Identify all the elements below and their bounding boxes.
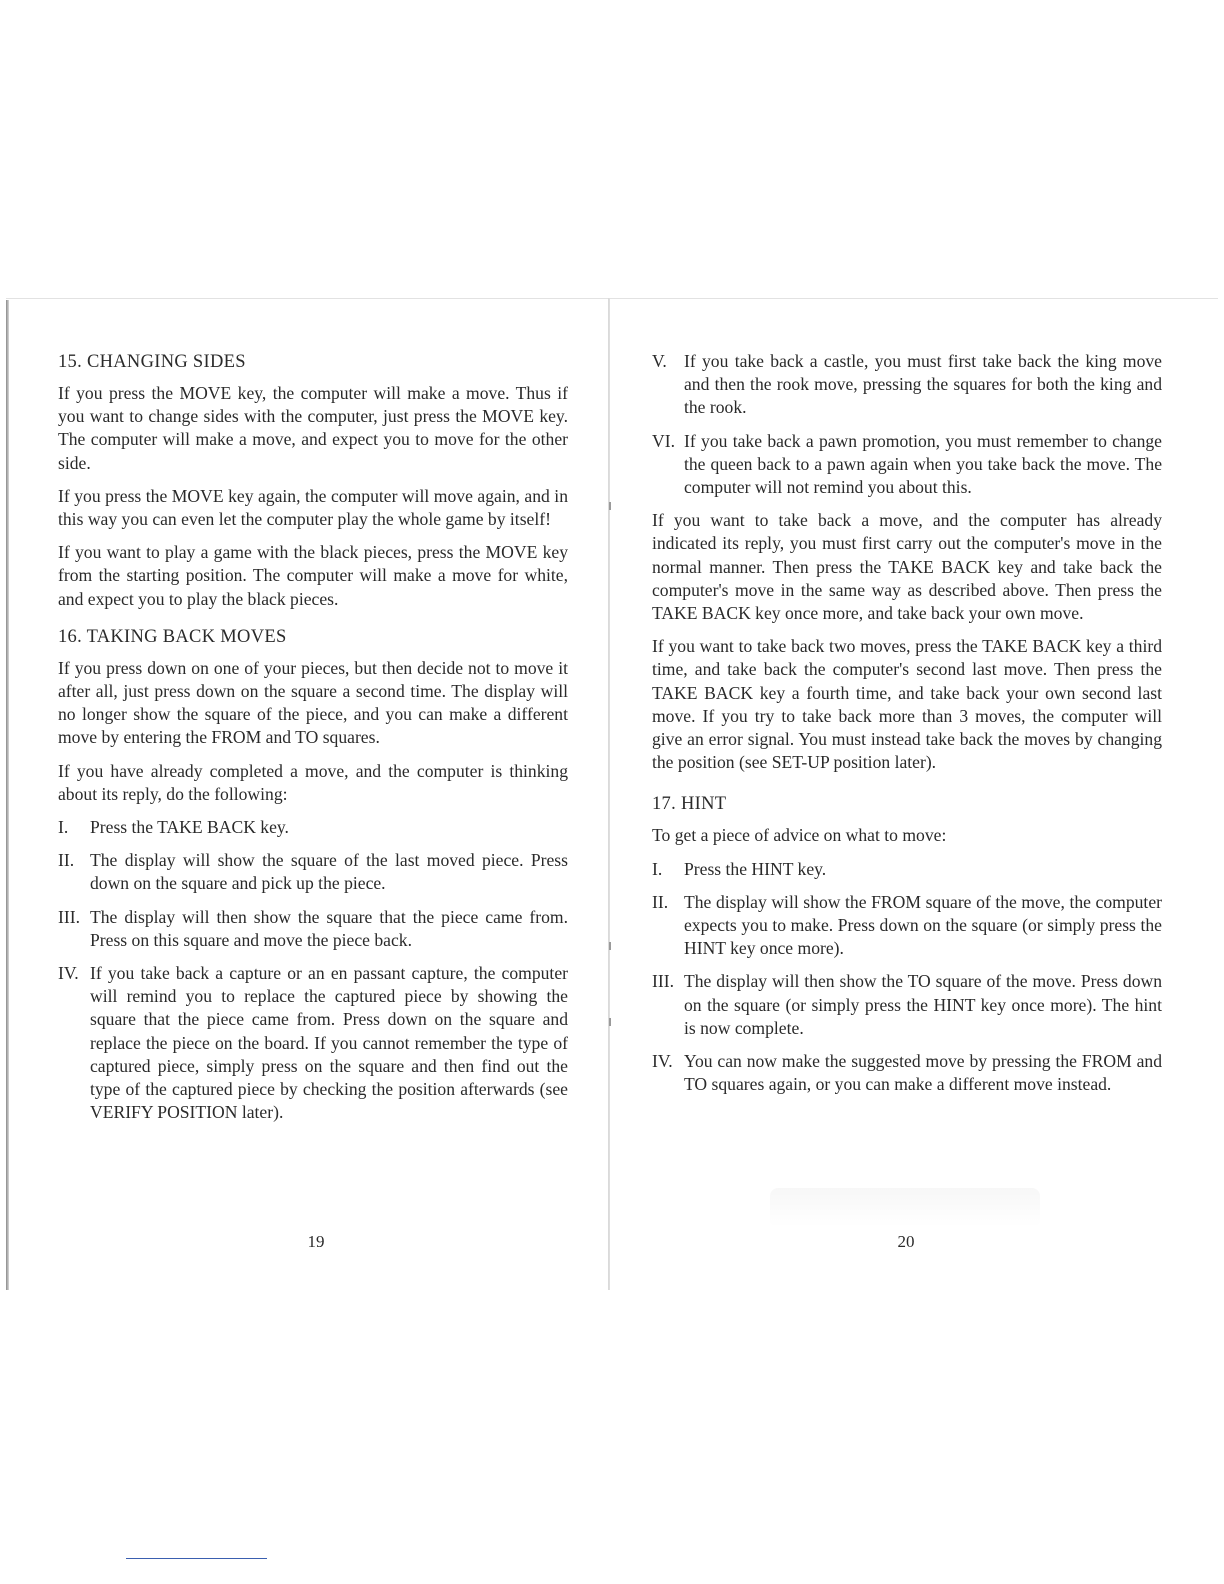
list-item — [652, 891, 1162, 961]
list-item — [58, 906, 568, 952]
list-item — [58, 962, 568, 1124]
list-item — [652, 970, 1162, 1040]
list-item-number: V. — [652, 351, 667, 371]
gutter-mark — [609, 502, 611, 510]
section-title: 17. HINT — [652, 794, 727, 815]
page-number: 20 — [897, 1232, 915, 1251]
list-item-text: Press the TAKE BACK key. — [90, 817, 289, 838]
list-item-text: If you take back a pawn promotion, you must remember to change the queen back to a pawn again when you take back the move. The computer will not remind you about this. — [684, 430, 1162, 498]
paragraph: If you want to take back a move, and the computer has already indicated its reply, you must first carry out the computer's move in the normal manner. Then press the TAKE BACK key and take back the computer's move in the same way as described above. Then press the TAKE BACK key once more, and take back your own move. — [652, 510, 1162, 624]
section-taking-back-moves — [58, 625, 568, 1125]
paragraph: If you press the MOVE key, the computer will make a move. Thus if you want to change sides with the computer, just press the MOVE key. The computer will make a move, and expect you to move for the other side. — [58, 383, 568, 473]
paragraph: If you press the MOVE key again, the computer will move again, and in this way you can even let the computer play the whole game by itself! — [58, 485, 568, 530]
paragraph: If you press down on one of your pieces, but then decide not to move it after all, just press down on the square a second time. The display will no longer show the square of the piece, and you can make a different move by entering the FROM and TO squares. — [58, 657, 568, 748]
list-item — [652, 430, 1162, 500]
list-item-text: You can now make the suggested move by pressing the FROM and TO squares again, or you can make a different move instead. — [684, 1051, 1162, 1095]
section-changing-sides — [58, 350, 568, 611]
list-item-number: IV. — [58, 963, 79, 984]
paragraph: If you have already completed a move, and the computer is thinking about its reply, do the following: — [58, 760, 568, 804]
list-item-number: I. — [652, 858, 663, 879]
list-item-text: The display will then show the TO square of the move. Press down on the square (or simply press the HINT key once more). The hint is now complete. — [684, 971, 1162, 1038]
section-title: 15. CHANGING SIDES — [58, 352, 246, 372]
bleed-through-smudge — [770, 1188, 1040, 1228]
list-item-number: VI. — [652, 430, 675, 451]
list-item-text: If you take back a capture or an en passant capture, the computer will remind you to replace the captured piece by showing the square that the piece came from. Press down on the square and replace the piece on the board. If you cannot remember the type of captured piece, simply press on the square and then find out the type of the captured piece by checking the position afterwards (see VERIFY POSITION later). — [90, 963, 568, 1123]
list-item-number: II. — [58, 850, 75, 871]
page-number: 19 — [307, 1232, 325, 1251]
left-page — [58, 350, 568, 1134]
list-item-number: II. — [652, 891, 669, 912]
gutter-mark — [609, 1018, 611, 1026]
list-item — [652, 350, 1162, 420]
paragraph: If you want to play a game with the black pieces, press the MOVE key from the starting position. The computer will make a move for white, and expect you to play the black pieces. — [58, 542, 568, 609]
list-item-text: The display will show the FROM square of the move, the computer expects you to make. Press down on the square (or simply press the HINT key once more). — [684, 891, 1162, 959]
gutter-mark — [609, 942, 611, 950]
list-item — [58, 816, 568, 839]
list-item-number: I. — [58, 817, 69, 838]
page-edge-shadow — [6, 300, 9, 1290]
list-item — [58, 849, 568, 895]
right-page — [652, 350, 1162, 1106]
paragraph: To get a piece of advice on what to move: — [652, 825, 947, 846]
list-item-text: If you take back a castle, you must first take back the king move and then the rook move, pressing the squares for both the king and the rook. — [684, 351, 1162, 418]
list-item-number: IV. — [652, 1051, 673, 1072]
list-item — [652, 858, 1162, 881]
section-hint — [652, 792, 1162, 1096]
book-gutter — [608, 298, 610, 1290]
list-item — [652, 1050, 1162, 1096]
list-item-text: The display will show the square of the last moved piece. Press down on the square and pick up the piece. — [90, 850, 568, 894]
list-item-text: The display will then show the square that the piece came from. Press on this square and move the piece back. — [90, 906, 568, 950]
footnote-rule — [126, 1558, 267, 1559]
paragraph: If you want to take back two moves, press the TAKE BACK key a third time, and take back the computer's second last move. Then press the TAKE BACK key a fourth time, and take back your own second last move. If you try to take back more than 3 moves, the computer will give an error signal. You must instead take back the moves by changing the position (see SET-UP position later). — [652, 636, 1162, 773]
list-item-number: III. — [58, 906, 80, 927]
section-title: 16. TAKING BACK MOVES — [58, 626, 287, 647]
list-item-text: Press the HINT key. — [684, 858, 827, 879]
list-item-number: III. — [652, 971, 674, 992]
